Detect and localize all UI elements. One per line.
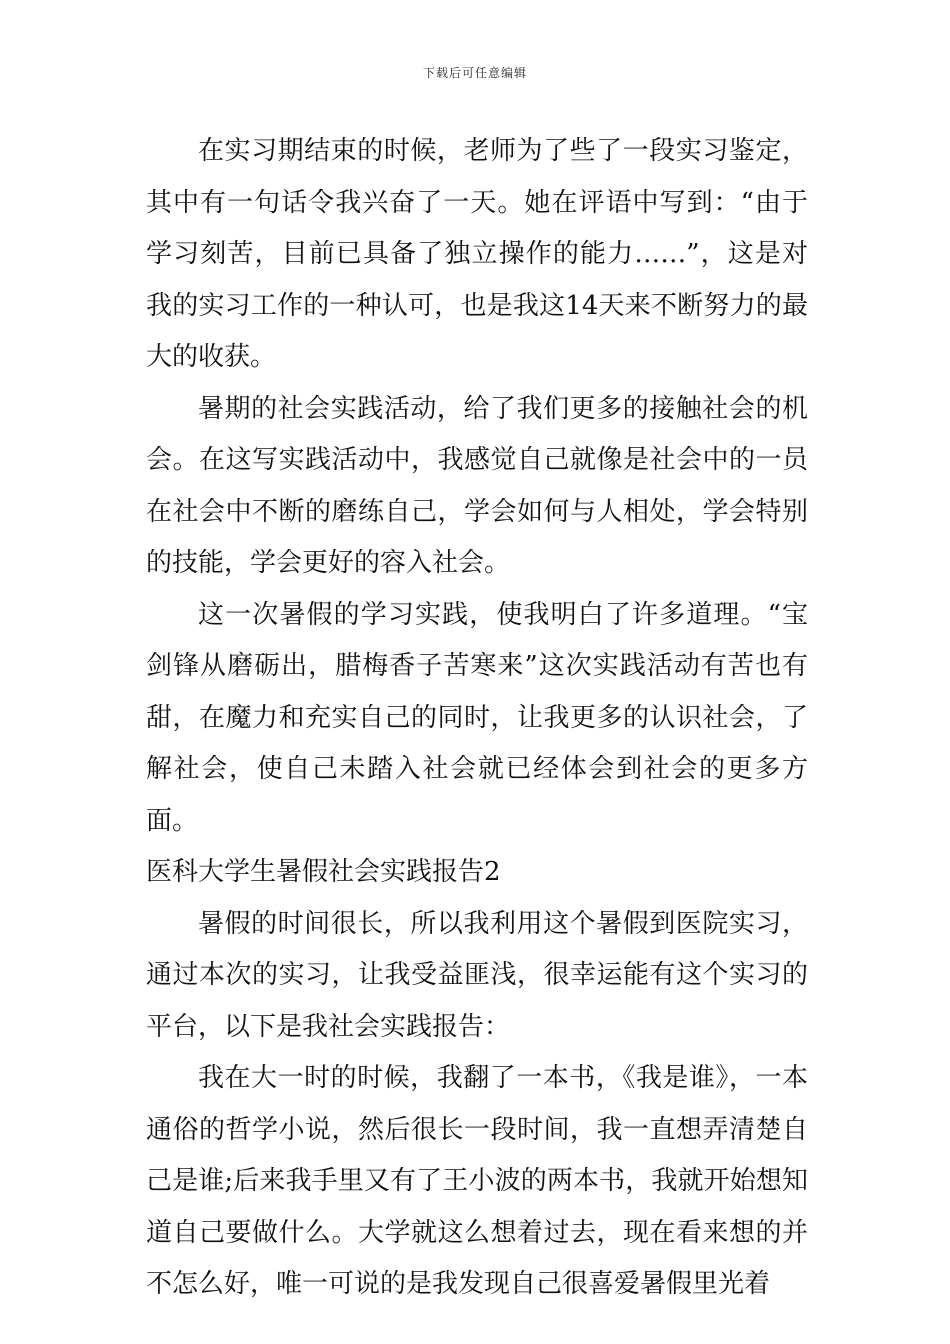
header-note: 下载后可任意编辑 [422,66,527,80]
paragraph-hospital-internship: 暑假的时间很长，所以我利用这个暑假到医院实习，通过本次的实习，让我受益匪浅，很幸运能有这个实习的平台，以下是我社会实践报告： [146,908,808,1042]
document-body [146,126,808,1311]
paragraph-internship-evaluation: 在实习期结束的时候，老师为了些了一段实习鉴定，其中有一句话令我兴奋了一天。她在评语中写到：“由于学习刻苦，目前已具备了独立操作的能力……”，这是对我的实习工作的一种认可，也是我这14天来不断努力的最大的收获。 [146,136,808,372]
paragraph-summer-practice: 暑期的社会实践活动，给了我们更多的接触社会的机会。在这写实践活动中，我感觉自己就像是社会中的一员在社会中不断的磨练自己，学会如何与人相处，学会特别的技能，学会更好的容入社会。 [146,393,808,578]
section-title: 医科大学生暑假社会实践报告2 [146,857,501,887]
paragraph-who-am-i: 我在大一时的时候，我翻了一本书，《我是谁》，一本通俗的哲学小说，然后很长一段时间，我一直想弄清楚自己是谁;后来我手里又有了王小波的两本书，我就开始想知道自己要做什么。大学就这么想着过去，现在看来想的并不怎么好，唯一可说的是我发现自己很喜爱暑假里光着 [146,1063,808,1299]
paragraph-lessons-learned: 这一次暑假的学习实践，使我明白了许多道理。“宝剑锋从磨砺出，腊梅香子苦寒来”这次实践活动有苦也有甜，在魔力和充实自己的同时，让我更多的认识社会，了解社会，使自己未踏入社会就已经体会到社会的更多方面。 [146,599,808,836]
